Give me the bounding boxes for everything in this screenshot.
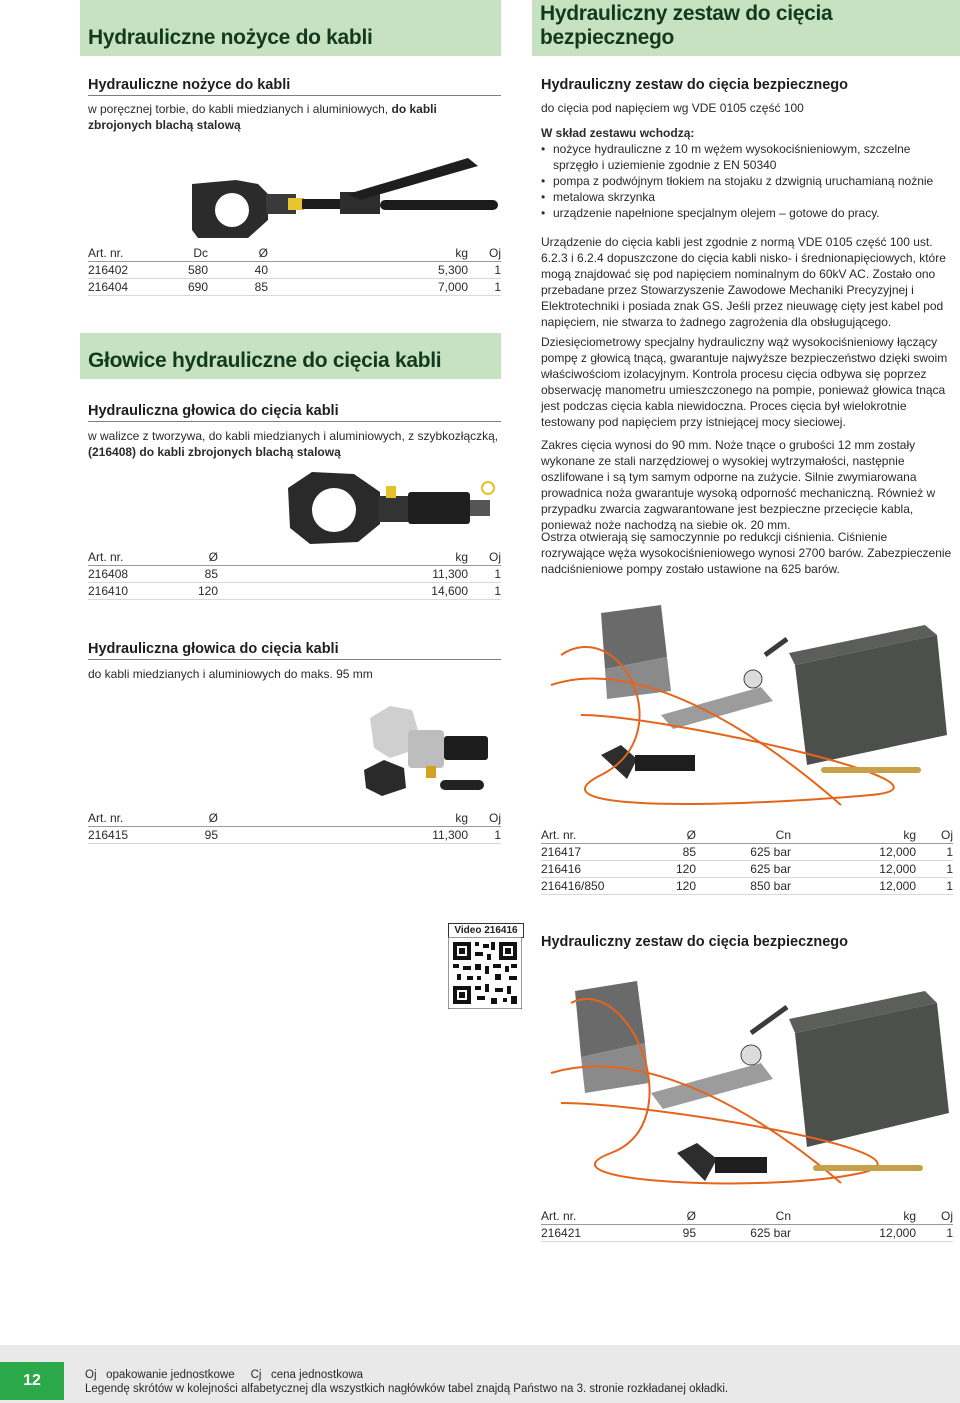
cell: 216410 xyxy=(88,583,138,600)
cell: 12,000 xyxy=(791,844,916,861)
cell: 216408 xyxy=(88,566,138,583)
cell: 1 xyxy=(916,1225,953,1242)
col-header: Oj xyxy=(916,827,953,844)
cell: 1 xyxy=(468,827,501,844)
safety-kit-2-image xyxy=(541,963,953,1203)
section-description xyxy=(88,101,501,133)
band-title: Hydrauliczny zestaw do cięcia bezpiecznego xyxy=(540,2,833,49)
header-band-safety-kit xyxy=(532,0,960,56)
col-header: kg xyxy=(268,245,468,262)
col-header: Ø xyxy=(138,810,218,827)
col-header: Art. nr. xyxy=(88,810,138,827)
section-title-cable-cutters: Hydrauliczne nożyce do kabli xyxy=(88,77,501,96)
cell: 95 xyxy=(138,827,218,844)
table-header-row xyxy=(88,810,501,827)
list-item: • nożyce hydrauliczne z 10 m wężem wysokociśnieniowym, szczelne sprzęgło i uziemienie zgodnie z EN 50340 xyxy=(541,141,953,173)
section-description: do kabli miedzianych i aluminiowych do maks. 95 mm xyxy=(88,667,373,681)
cell: 625 bar xyxy=(696,1225,791,1242)
table-row xyxy=(88,566,501,583)
col-header: Art. nr. xyxy=(88,245,138,262)
cell: 85 xyxy=(138,566,218,583)
cell: 625 bar xyxy=(696,861,791,878)
cell: 1 xyxy=(916,878,953,895)
col-header: kg xyxy=(218,549,468,566)
kit-contents xyxy=(541,125,953,221)
col-header: Ø xyxy=(138,549,218,566)
col-header: kg xyxy=(218,810,468,827)
safety-kit-image xyxy=(541,595,953,825)
kit-list xyxy=(541,141,953,221)
col-header: Cn xyxy=(696,827,791,844)
col-header: Oj xyxy=(468,810,501,827)
cell: 1 xyxy=(916,861,953,878)
table-header-row xyxy=(541,1208,953,1225)
table-header-row xyxy=(541,827,953,844)
cell: 216421 xyxy=(541,1225,621,1242)
table-row xyxy=(88,583,501,600)
header-band-cutting-heads xyxy=(80,333,501,379)
page-number: 12 xyxy=(0,1362,64,1400)
table-row xyxy=(541,878,953,895)
cell: 120 xyxy=(621,878,696,895)
spec-table-cutting-head-95 xyxy=(88,810,501,844)
section-title-safety-kit-2: Hydrauliczny zestaw do cięcia bezpiecznego xyxy=(541,934,849,950)
section-subtitle: do cięcia pod napięciem wg VDE 0105 część 100 xyxy=(541,101,804,115)
qr-video-label: Video 216416 xyxy=(448,923,524,938)
col-header: Cn xyxy=(696,1208,791,1225)
cell: 12,000 xyxy=(791,1225,916,1242)
section-title-safety-kit: Hydrauliczny zestaw do cięcia bezpiecznego xyxy=(541,77,849,93)
cell: 1 xyxy=(468,583,501,600)
cell: 625 bar xyxy=(696,844,791,861)
spec-table-cutters xyxy=(88,245,501,296)
paragraph-pressure: Ostrza otwierają się samoczynnie po redukcji ciśnienia. Ciśnienie rozrywające węża wysokociśnieniowego wynosi 2700 barów. Zabezpieczenie nadciśnieniowe pompy zostało ustawione na 625 barów. xyxy=(541,530,952,576)
description-bold: do kabli zbrojonych blachą stalową xyxy=(88,102,437,132)
cell: 216415 xyxy=(88,827,138,844)
cell: 7,000 xyxy=(268,279,468,296)
footer-legend-note: Legendę skrótów w kolejności alfabetycznej dla wszystkich nagłówków tabel znajdą Państwo na 3. stronie rozkładanej okładki. xyxy=(85,1383,729,1395)
cell: 850 bar xyxy=(696,878,791,895)
table-header-row xyxy=(88,245,501,262)
cell: 120 xyxy=(138,583,218,600)
col-header: Oj xyxy=(468,549,501,566)
footer-legend-abbreviations: Oj opakowanie jednostkowe Cj cena jednostkowa xyxy=(85,1369,364,1381)
hydraulic-cutter-image xyxy=(188,150,498,242)
cell: 216402 xyxy=(88,262,138,279)
cell: 216417 xyxy=(541,844,621,861)
description-plain: w poręcznej torbie, do kabli miedzianych i aluminiowych, xyxy=(88,102,389,116)
cell: 5,300 xyxy=(268,262,468,279)
col-header: kg xyxy=(791,827,916,844)
cell: 1 xyxy=(468,279,501,296)
col-header: Ø xyxy=(621,827,696,844)
kit-heading: W skład zestawu wchodzą: xyxy=(541,126,695,140)
paragraph-hose: Dziesięciometrowy specjalny hydrauliczny wąż wysokociśnieniowy łączący pompę z głowicą tnącą, gwarantuje najwyższe bezpieczeństwo dzięki swoim właściwościom izolacyjnym. Kontrola procesu cięcia odbywa się poprzez obserwację manometru umieszczonego na pompie, ponieważ głowica tnąca jest podczas cięcia kabla niewidoczna. Proces cięcia był wielokrotnie testowany pod napięciem przy istniejącej mocy sieciowej. xyxy=(541,335,948,429)
table-header-row xyxy=(88,549,501,566)
spec-table-safety-kit xyxy=(541,827,953,895)
qr-code-icon[interactable] xyxy=(448,937,522,1009)
col-header: Ø xyxy=(208,245,268,262)
section-title-cutting-head: Hydrauliczna głowica do cięcia kabli xyxy=(88,403,501,422)
cell: 120 xyxy=(621,861,696,878)
table-row xyxy=(541,861,953,878)
paragraph-range: Zakres cięcia wynosi do 90 mm. Noże tnące o grubości 12 mm zostały wykonane ze stali narzędziowej o wysokiej wytrzymałości, następnie oszlifowane i są tym samym odporne na zużycie. Silnie zwymiarowana prowadnica noża gwarantuje wysoką odporność mechaniczną. Również w przypadku zwarcia zagwarantowane jest bezpieczne przecięcie kabla, ponieważ noże nachodzą na siebie ok. 20 mm. xyxy=(541,438,936,532)
cutting-head-image xyxy=(282,468,498,548)
cell: 12,000 xyxy=(791,878,916,895)
description-bold: (216408) do kabli zbrojonych blachą stalową xyxy=(88,445,341,459)
col-header: kg xyxy=(791,1208,916,1225)
section-title-cutting-head-95: Hydrauliczna głowica do cięcia kabli xyxy=(88,641,501,660)
cell: 11,300 xyxy=(218,827,468,844)
section-description xyxy=(88,428,501,460)
list-item: • metalowa skrzynka xyxy=(541,189,953,205)
list-item: • urządzenie napełnione specjalnym olejem – gotowe do pracy. xyxy=(541,205,953,221)
cell: 40 xyxy=(208,262,268,279)
table-row xyxy=(88,279,501,296)
col-header: Art. nr. xyxy=(541,1208,621,1225)
col-header: Art. nr. xyxy=(88,549,138,566)
cell: 690 xyxy=(138,279,208,296)
cell: 85 xyxy=(208,279,268,296)
table-row xyxy=(541,1225,953,1242)
col-header: Art. nr. xyxy=(541,827,621,844)
col-header: Oj xyxy=(916,1208,953,1225)
cutting-head-95-image xyxy=(360,700,500,800)
cell: 1 xyxy=(468,262,501,279)
paragraph-norm: Urządzenie do cięcia kabli jest zgodnie z normą VDE 0105 część 100 ust. 6.2.3 i 6.2.4 dopuszczone do cięcia kabli nisko- i średnionapięciowych, które mogą znajdować się pod napięciem nominalnym do 60kV AC. Zostało ono przebadane przez Stowarzyszenie Zawodowe Mechaniki Precyzyjnej i Elektrotechniki i posiada znak GS. Jeśli przez nieuwagę cięty jest kabel pod napięciem, nie stwarza to żadnego zagrożenia dla obsługującego. xyxy=(541,235,946,329)
band-title: Głowice hydrauliczne do cięcia kabli xyxy=(88,349,442,372)
cell: 1 xyxy=(468,566,501,583)
table-row xyxy=(88,827,501,844)
col-header: Ø xyxy=(621,1208,696,1225)
cell: 12,000 xyxy=(791,861,916,878)
list-item: • pompa z podwójnym tłokiem na stojaku z dzwignią uruchamianą nożnie xyxy=(541,173,953,189)
cell: 11,300 xyxy=(218,566,468,583)
cell: 85 xyxy=(621,844,696,861)
header-band-cable-cutters xyxy=(80,0,501,56)
table-row xyxy=(541,844,953,861)
cell: 216416/850 xyxy=(541,878,621,895)
table-row xyxy=(88,262,501,279)
cell: 216404 xyxy=(88,279,138,296)
cell: 580 xyxy=(138,262,208,279)
band-title: Hydrauliczne nożyce do kabli xyxy=(88,26,373,49)
col-header: Dc xyxy=(138,245,208,262)
cell: 1 xyxy=(916,844,953,861)
cell: 14,600 xyxy=(218,583,468,600)
spec-table-safety-kit-2 xyxy=(541,1208,953,1242)
cell: 95 xyxy=(621,1225,696,1242)
spec-table-cutting-heads xyxy=(88,549,501,600)
cell: 216416 xyxy=(541,861,621,878)
col-header: Oj xyxy=(468,245,501,262)
description-plain: w walizce z tworzywa, do kabli miedzianych i aluminiowych, z szybkozłączką, xyxy=(88,429,499,443)
